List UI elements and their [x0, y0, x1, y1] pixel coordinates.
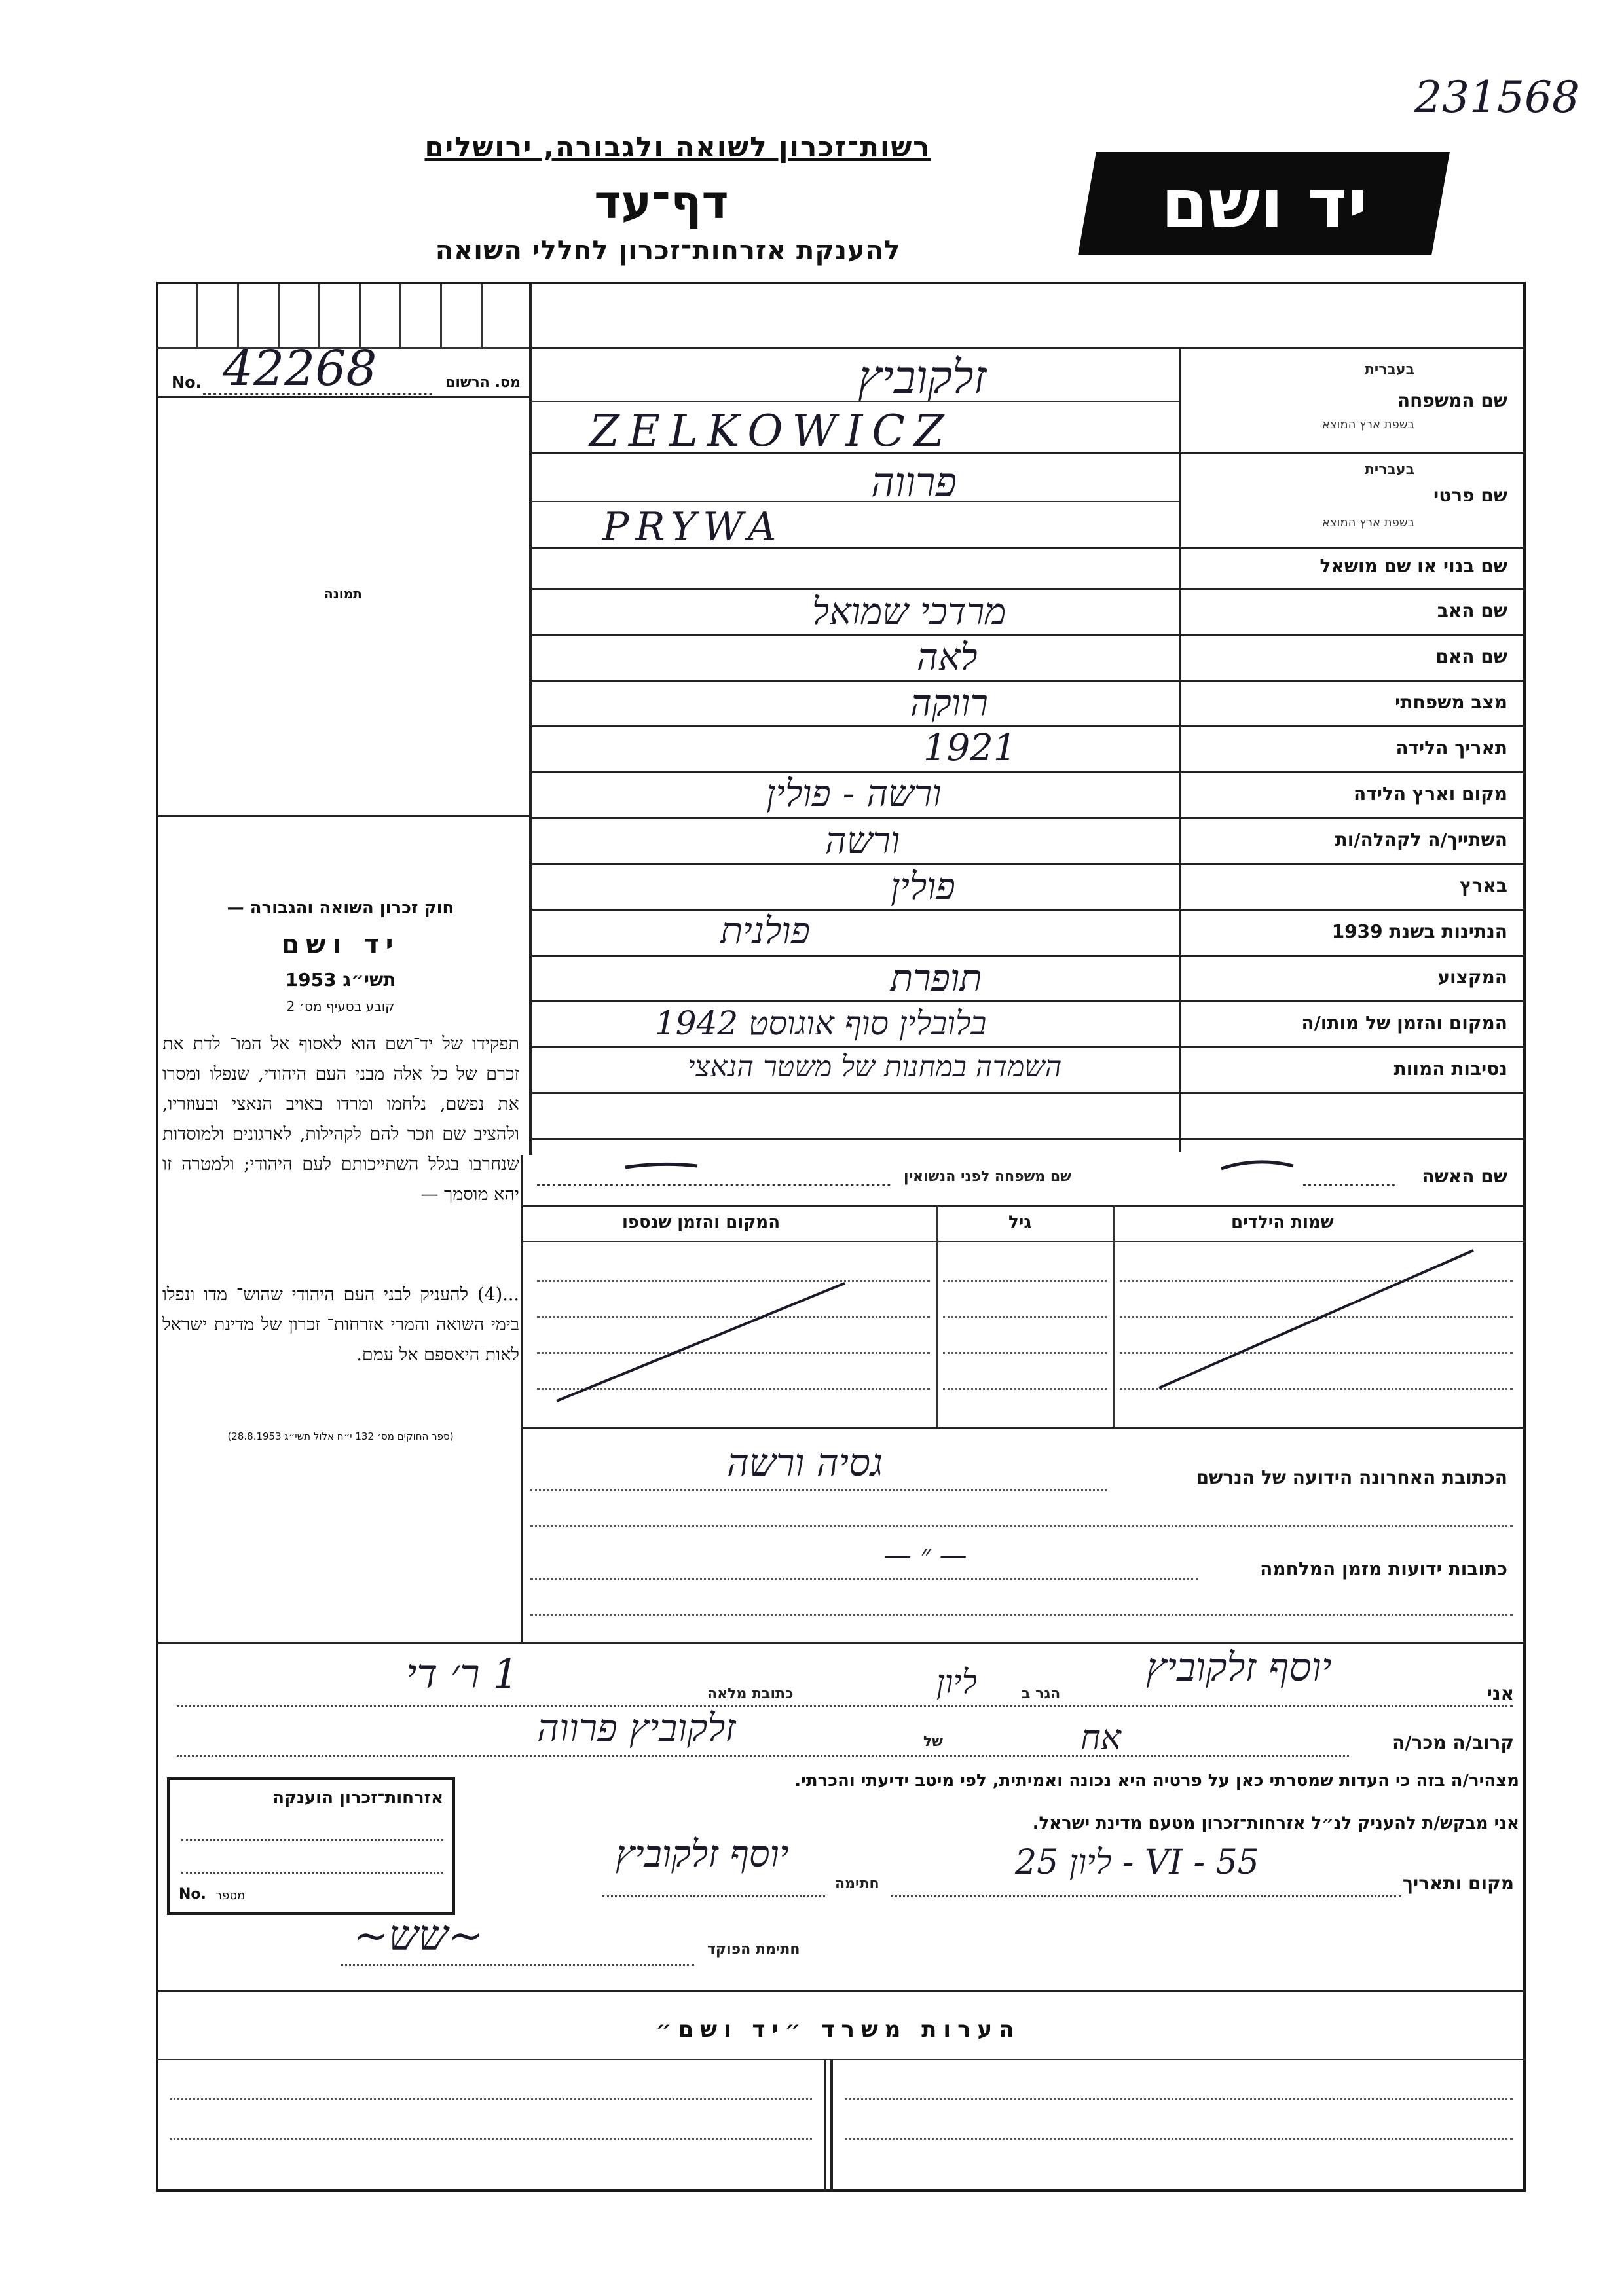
birth-place-label: מקום וארץ הלידה — [1354, 783, 1507, 805]
resident-city: ליון — [936, 1663, 978, 1701]
wife-dash-mark — [1218, 1156, 1297, 1175]
birth-place-value: ורשה - פולין — [766, 773, 942, 815]
children-place-header: המקום והזמן שנספו — [622, 1212, 781, 1232]
declarant-signature: יוסף זלקוביץ — [616, 1833, 789, 1876]
maiden-dash-mark — [622, 1156, 701, 1175]
serial-number: 231568 — [1414, 72, 1579, 122]
declarant-i-label: אני — [1486, 1683, 1514, 1704]
place-date-label: מקום ותאריך — [1402, 1872, 1514, 1894]
registration-no-label: No. — [172, 373, 202, 392]
citizenship-label: הנתינות בשנת 1939 — [1331, 920, 1507, 942]
father-name-value: מרדכי שמואל — [812, 591, 1006, 633]
resident-label: הגר ב — [1022, 1686, 1061, 1702]
law-paragraph-2: ...(4) להעניק לבני העם היהודי שהוש־ מדו ונפלו בימי השואה והמרי אזרחות־ זכרון של מדינת ישראל לאות היאספם אל עמם. — [162, 1285, 519, 1365]
country-value: פולין — [891, 866, 955, 908]
father-name-label: שם האב — [1437, 600, 1507, 621]
profession-value: תופרת — [891, 957, 982, 1000]
logo-text: יד ושם — [1160, 164, 1367, 244]
yad-vashem-logo — [1078, 152, 1450, 255]
registration-number-label: מס. הרשום — [445, 374, 521, 391]
children-names-header: שמות הילדים — [1231, 1212, 1334, 1232]
first-name-native-value: PRYWA — [602, 504, 783, 550]
signature-label: חתימה — [835, 1876, 879, 1892]
photo-label: תמונה — [324, 586, 362, 602]
place-date-value: ליון 25 - VI - 55 — [1015, 1843, 1259, 1882]
death-circumstances-value: השמדה במחנות של משטר הנאצי — [688, 1050, 1062, 1084]
law-citation: (ספר החוקים מס׳ 132 י״ח אלול תשי״ג 28.8.1953) — [227, 1430, 454, 1442]
last-address-label: הכתובת האחרונה הידועה של הנרשם — [1196, 1467, 1507, 1488]
death-place-label: המקום והזמן של מותו/ה — [1301, 1012, 1507, 1034]
law-paragraph-1: תפקידו של יד־ושם הוא לאסוף אל המו־ לדת את זכרם של כל אלה מבני העם היהודי, שנפלו ומסרו את נפשם, נלחמו ומרדו באויב הנאצי ובעוזריו, ולהציב שם וזכר להם לקהילות, לארגונים ולמוסדות שנחרבו בגלל השתייכותם לעם היהודי; ולמטרה זו יהא מוסמך — — [162, 1034, 519, 1205]
law-year: תשי״ג 1953 — [285, 969, 396, 991]
wife-maiden-label: שם משפחה לפני הנשואין — [904, 1169, 1071, 1185]
registration-number-value: 42268 — [223, 340, 377, 397]
law-heading: חוק זכרון השואה והגבורה — — [227, 898, 454, 918]
citizenship-value: פולנית — [720, 910, 810, 953]
profession-label: המקצוע — [1437, 966, 1507, 988]
birth-date-label: תאריך הלידה — [1395, 737, 1507, 759]
citizenship-awarded-box — [167, 1777, 455, 1915]
declarant-name: יוסף זלקוביץ — [1146, 1645, 1332, 1690]
mother-name-value: לאה — [917, 636, 978, 679]
wife-label: שם האשה — [1422, 1165, 1507, 1187]
law-clause: קובע בסעיף מס׳ 2 — [286, 998, 395, 1014]
wartime-address-value: — ״ — — [884, 1539, 967, 1571]
first-name-hebrew-value: פרווה — [871, 458, 957, 506]
death-place-value: בלובלין סוף אוגוסט 1942 — [655, 1004, 987, 1042]
citizenship-box-title: אזרחות־זכרון הוענקה — [272, 1788, 443, 1808]
marital-status-value: רווקה — [910, 682, 988, 725]
family-name-hebrew-value: זלקוביץ — [858, 350, 987, 404]
citizenship-box-no-label: No. — [179, 1886, 206, 1903]
declaration-request: אני מבקש/ת להעניק לנ״ל אזרחות־זכרון מטעם מדינת ישראל. — [1032, 1813, 1519, 1833]
address-label: כתובת מלאה — [707, 1686, 794, 1702]
relative-label: קרוב/ה מכר/ה — [1392, 1732, 1514, 1753]
family-name-label: שם המשפחה — [1397, 390, 1507, 411]
officer-signature: ~שש~ — [354, 1912, 483, 1960]
children-strike-place — [550, 1277, 851, 1408]
authority-line: רשות־זכרון לשואה ולגבורה, ירושלים — [424, 131, 931, 163]
birth-date-value: 1921 — [923, 727, 1017, 769]
of-label: של — [923, 1734, 943, 1750]
community-value: ורשה — [825, 820, 900, 862]
family-name-hebrew-label: בעברית — [1364, 361, 1414, 378]
mother-name-label: שם האם — [1435, 646, 1507, 667]
first-name-hebrew-label: בעברית — [1364, 462, 1414, 478]
wartime-address-label: כתובות ידועות מזמן המלחמה — [1260, 1558, 1507, 1580]
marital-status-label: מצב משפחתי — [1395, 691, 1507, 713]
family-name-native-label: בשפת ארץ המוצא — [1321, 418, 1414, 431]
relation-value: אח — [1080, 1719, 1121, 1758]
office-remarks-title: הערות משרד ״יד ושם״ — [655, 2016, 1021, 2043]
declaration-statement: מצהיר/ה בזה כי העדות שמסרתי כאן על פרטיה היא נכונה ואמיתית, לפי מיטב ידיעתי והכרתי. — [794, 1771, 1519, 1791]
last-address-value: גסיה ורשה — [727, 1440, 883, 1485]
children-age-header: גיל — [1008, 1212, 1032, 1232]
death-circumstances-label: נסיבות המוות — [1393, 1058, 1507, 1080]
form-subtitle: להענקת אזרחות־זכרון לחללי השואה — [435, 236, 901, 266]
relative-of-value: זלקוביץ פרווה — [537, 1705, 736, 1750]
children-strike-names — [1153, 1244, 1480, 1394]
citizenship-box-number-label: מספר — [215, 1889, 246, 1903]
country-label: בארץ — [1460, 875, 1507, 896]
address-value: 1 ר׳ די — [406, 1650, 519, 1698]
family-name-native-value: ZELKOWICZ — [589, 406, 953, 456]
officer-signature-label: חתימת הפוקד — [707, 1941, 800, 1958]
first-name-native-label: בשפת ארץ המוצא — [1321, 516, 1414, 530]
law-name: יד ושם — [281, 930, 400, 960]
community-label: השתייך/ה לקהלה/ות — [1335, 829, 1507, 850]
nickname-label: שם בנוי או שם מושאל — [1320, 555, 1507, 577]
form-title: דף־עד — [594, 175, 729, 229]
first-name-label: שם פרטי — [1433, 484, 1507, 506]
